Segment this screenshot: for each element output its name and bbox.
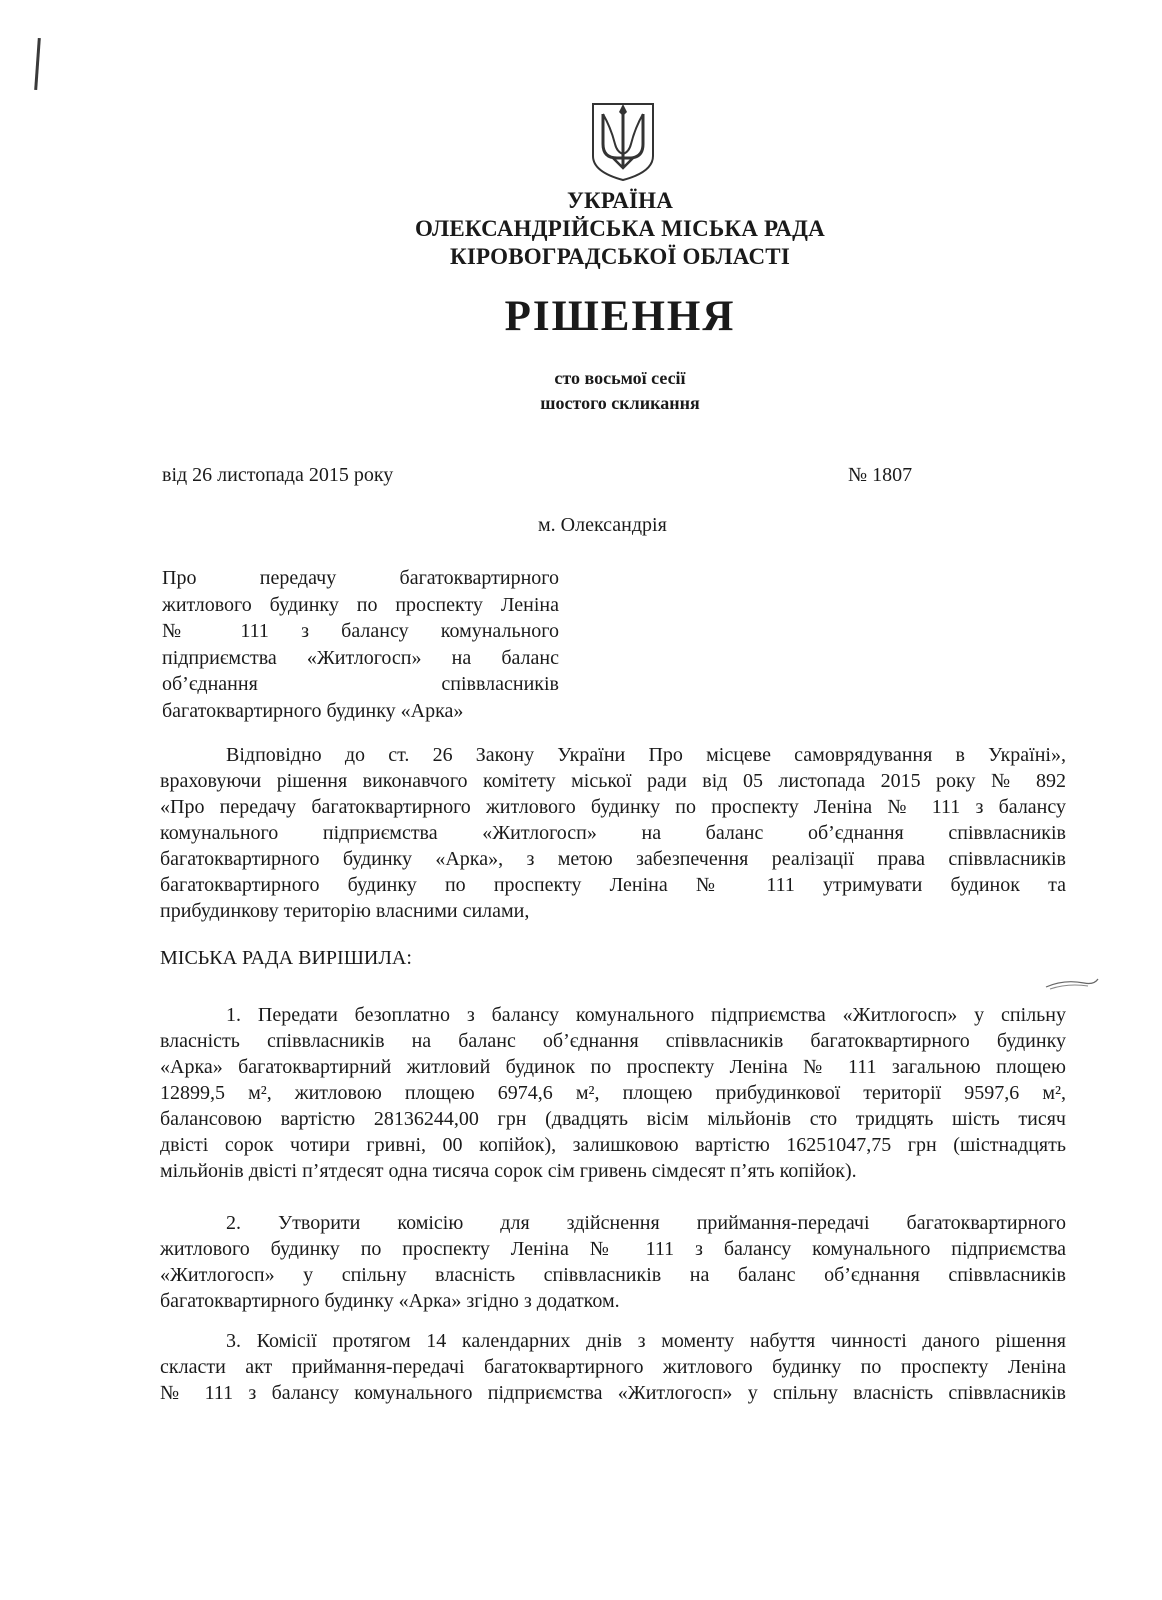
subject-line: об’єднання співвласників	[162, 673, 559, 695]
subject-line: багатоквартирного будинку «Арка»	[162, 699, 464, 722]
preamble-line: комунального підприємства «Житлогосп» на баланс об’єднання співвласників	[160, 822, 1066, 844]
item-2-line: «Житлогосп» у спільну власність співвласників на баланс об’єднання співвласників	[160, 1264, 1066, 1286]
item-1	[160, 1002, 1066, 1184]
preamble-line: Відповідно до ст. 26 Закону України Про місцеве самоврядування в Україні»,	[226, 744, 1066, 766]
header-region: КІРОВОГРАДСЬКОЇ ОБЛАСТІ	[450, 244, 790, 269]
item-1-line: балансовою вартістю 28136244,00 грн (двадцять вісім мільйонів сто тридцять шість тисяч	[160, 1108, 1066, 1130]
item-2-line: багатоквартирного будинку «Арка» згідно з додатком.	[160, 1290, 620, 1312]
convocation: шостого скликання	[540, 393, 700, 413]
decision-subject	[162, 565, 559, 724]
item-1-line: власність співвласників на баланс об’єднання співвласників багатоквартирного будинку	[160, 1030, 1066, 1052]
item-1-line: 1. Передати безоплатно з балансу комунального підприємства «Житлогосп» у спільну	[226, 1004, 1066, 1026]
pen-scribble	[1044, 977, 1100, 991]
item-2-line: житлового будинку по проспекту Леніна № 111 з балансу комунального підприємства	[160, 1238, 1066, 1260]
document-title: РІШЕННЯ	[504, 293, 736, 340]
item-3-line: 3. Комісії протягом 14 календарних днів з моменту набуття чинності даного рішення	[226, 1330, 1066, 1352]
item-1-line: двісті сорок чотири гривні, 00 копійок), залишковою вартістю 16251047,75 грн (шістнадцять	[160, 1134, 1066, 1156]
header-council: ОЛЕКСАНДРІЙСЬКА МІСЬКА РАДА	[415, 216, 825, 241]
item-3	[160, 1328, 1066, 1406]
decision-date: від 26 листопада 2015 року	[162, 464, 394, 486]
decision-number: № 1807	[848, 464, 913, 486]
preamble-line: багатоквартирного будинку по проспекту Леніна № 111 утримувати будинок та	[160, 874, 1066, 896]
city: м. Олександрія	[538, 514, 667, 536]
preamble-line: «Про передачу багатоквартирного житлового будинку по проспекту Леніна № 111 з балансу	[160, 796, 1066, 818]
item-3-line: скласти акт приймання-передачі багатоквартирного житлового будинку по проспекту Леніна	[160, 1356, 1066, 1378]
header-country: УКРАЇНА	[566, 188, 674, 213]
item-1-line: 12899,5 м², житловою площею 6974,6 м², площею прибудинкової території 9597,6 м²,	[160, 1082, 1066, 1104]
preamble-line: прибудинкову територію власними силами,	[160, 900, 530, 922]
resolution-heading: МІСЬКА РАДА ВИРІШИЛА:	[160, 947, 412, 969]
item-2-line: 2. Утворити комісію для здійснення приймання-передачі багатоквартирного	[226, 1212, 1066, 1234]
item-1-line: мільйонів двісті п’ятдесят одна тисяча сорок сім гривень сімдесят п’ять копійок).	[160, 1160, 857, 1182]
item-3-line: № 111 з балансу комунального підприємства «Житлогосп» у спільну власність співвласників	[160, 1382, 1066, 1404]
subject-line: № 111 з балансу комунального	[162, 620, 559, 642]
trident-emblem-icon	[589, 100, 657, 184]
pen-mark	[34, 38, 41, 90]
item-1-line: «Арка» багатоквартирний житловий будинок по проспекту Леніна № 111 загальною площею	[160, 1056, 1066, 1078]
preamble-line: багатоквартирного будинку «Арка», з метою забезпечення реалізації права співвласників	[160, 848, 1066, 870]
session-number: сто восьмої сесії	[554, 368, 686, 388]
subject-line: підприємства «Житлогосп» на баланс	[162, 646, 559, 669]
preamble-line: враховуючи рішення виконавчого комітету міської ради від 05 листопада 2015 року № 892	[160, 770, 1066, 792]
subject-line: Про передачу багатоквартирного	[162, 567, 559, 589]
item-2	[160, 1210, 1066, 1314]
subject-line: житлового будинку по проспекту Леніна	[162, 593, 559, 616]
preamble	[160, 742, 1066, 924]
